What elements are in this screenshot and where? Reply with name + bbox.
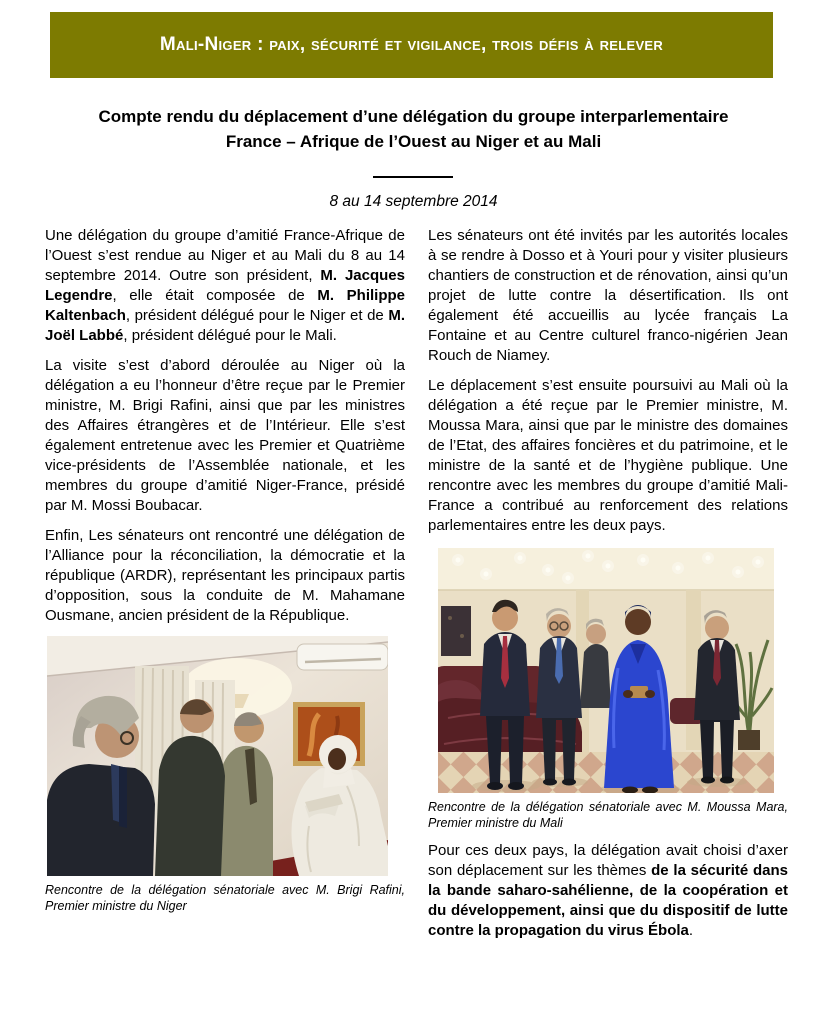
photo-caption-niger: Rencontre de la délégation sénatoriale avec M. Brigi Rafini, Premier ministre du Niger: [45, 883, 405, 913]
doc-title-line1: Compte rendu du déplacement d’une délégation du groupe interparlementaire: [98, 107, 729, 126]
paragraph-dosso-youri: Les sénateurs ont été invités par les autorités locales à se rendre à Dosso et à Youri pour y visiter plusieurs chantiers de construction et de rénovation, ainsi qu’un projet de lutte contre la désertification. Ils ont également été accueillis au lycée français La Fontaine et au Centre culturel franco-nigérien Jean Rouch de Niamey.: [428, 227, 788, 364]
separator-rule: [373, 176, 453, 178]
photo-mali-meeting: [438, 548, 774, 793]
doc-date: 8 au 14 septembre 2014: [329, 193, 498, 210]
paragraph-themes: Pour ces deux pays, la délégation avait choisi d’axer son déplacement sur les thèmes de la sécurité dans la bande saharo-sahélienne, de la coopération et du développement, ainsi que du dispositif de lutte contre la propagation du virus Ébola.: [428, 842, 788, 939]
paragraph-niger-visit: La visite s’est d’abord déroulée au Niger où la délégation a eu l’honneur d’être reçue par le Premier ministre, M. Brigi Rafini, ainsi que par les ministres des Affaires étrangères et de l’Intérieur. Elle s’est également entretenue avec les Premier et Quatrième vice-présidents de l’Assemblée nationale, et les membres du groupe d’amitié Niger-France, présidé par M. Mossi Boubacar.: [45, 357, 405, 514]
photo-niger-meeting: [47, 636, 388, 876]
paragraph-delegation-intro: Une délégation du groupe d’amitié France-Afrique de l’Ouest s’est rendue au Niger et au Mali du 8 au 14 septembre 2014. Outre son président, M. Jacques Legendre, elle était composée de M. Philippe Kaltenbach, président délégué pour le Niger et de M. Joël Labbé, président délégué pour le Mali.: [45, 227, 405, 344]
banner: [50, 12, 773, 78]
column-left: [45, 226, 405, 924]
doc-title-line2: France – Afrique de l’Ouest au Niger et au Mali: [225, 132, 602, 151]
paragraph-ardr-meeting: Enfin, Les sénateurs ont rencontré une délégation de l’Alliance pour la réconciliation, la démocratie et la république (ARDR), représentant les principaux partis d’opposition, sous la conduite de M. Mahamane Ousmane, ancien président de la République.: [45, 527, 405, 624]
photo-caption-mali: Rencontre de la délégation sénatoriale avec M. Moussa Mara, Premier ministre du Mali: [428, 800, 788, 830]
banner-title: Mali-Niger : paix, sécurité et vigilance, trois défis à relever: [159, 34, 664, 55]
column-right: [428, 226, 788, 951]
paragraph-mali-visit: Le déplacement s’est ensuite poursuivi au Mali où la délégation a été reçue par le Premier ministre, M. Moussa Mara, ainsi que par le ministre des domaines de l’Etat, des affaires foncières et du patrimoine, et le ministre de la santé et de l’hygiène publique. Une rencontre avec les membres du groupe d’amitié Mali-France a contribué au renforcement des relations parlementaires entre les deux pays.: [428, 377, 788, 534]
doc-title: [30, 104, 797, 154]
